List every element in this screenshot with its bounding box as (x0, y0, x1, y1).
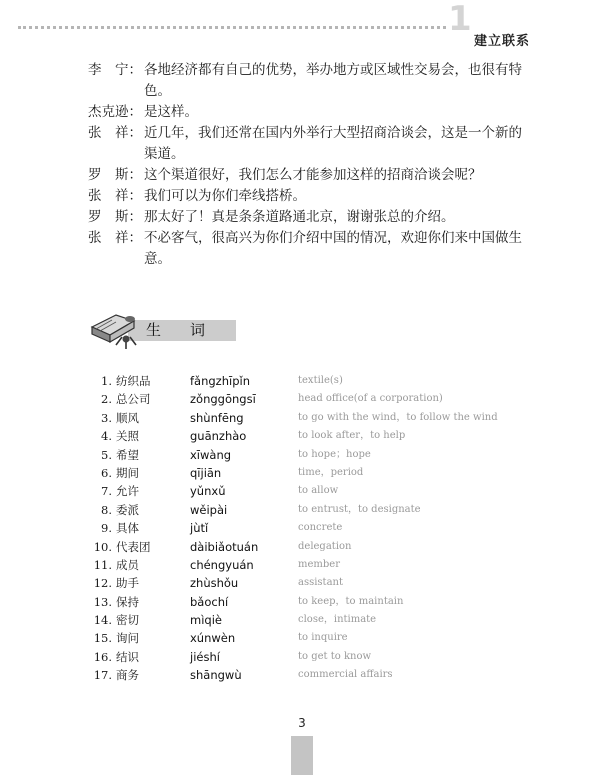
vocab-definition: to get to know (298, 650, 372, 662)
vocab-item (92, 482, 552, 500)
vocab-item (92, 629, 552, 647)
vocab-number: 7. (101, 484, 112, 499)
vocab-word: 密切 (116, 613, 139, 628)
vocab-word: 保持 (116, 594, 139, 609)
speaker: 张 祥： (88, 230, 142, 246)
vocab-definition: member (298, 558, 340, 570)
vocab-item (92, 446, 552, 464)
speech: 是这样。 (144, 104, 198, 120)
vocab-number: 14. (93, 613, 112, 628)
vocab-number: 3. (101, 410, 112, 425)
vocab-word: 总公司 (116, 392, 151, 407)
speech: 各地经济都有自己的优势，举办地方或区域性交易会，也很有特色。 (144, 62, 522, 99)
vocab-item (92, 501, 552, 519)
vocab-definition: to look after，to help (298, 430, 406, 442)
dialogue-line (88, 60, 528, 102)
vocab-title: 生 词 (146, 321, 213, 339)
vocab-word: 成员 (116, 557, 139, 572)
vocab-definition: to keep，to maintain (298, 595, 404, 607)
vocab-definition: time，period (298, 466, 364, 478)
vocab-item (92, 464, 552, 482)
vocab-pinyin: wěipài (190, 502, 228, 517)
speaker: 罗 斯： (88, 167, 142, 183)
speaker: 张 祥： (88, 125, 142, 141)
vocab-definition: to go with the wind，to follow the wind (298, 411, 498, 423)
vocab-number: 2. (101, 392, 112, 407)
vocab-number: 16. (93, 649, 112, 664)
vocab-pinyin: chéngyuán (190, 557, 254, 572)
vocab-number: 6. (101, 465, 112, 480)
vocab-list (92, 372, 552, 685)
vocab-pinyin: xīwàng (190, 447, 232, 462)
vocab-number: 5. (101, 447, 112, 462)
vocab-word: 纺织品 (116, 374, 151, 388)
vocab-number: 15. (93, 631, 112, 646)
vocab-item (92, 611, 552, 629)
vocab-definition: close，intimate (298, 614, 377, 626)
vocab-pinyin: mìqiè (190, 613, 222, 628)
speaker: 杰克逊： (88, 104, 142, 120)
vocab-word: 期间 (116, 465, 139, 480)
dialogue-line (88, 207, 528, 228)
vocab-pinyin: yǔnxǔ (190, 484, 226, 499)
page-number: 3 (298, 716, 306, 730)
chapter-number: 1 (448, 0, 472, 39)
vocab-item (92, 593, 552, 611)
vocab-pinyin: fǎngzhīpǐn (190, 374, 250, 388)
dialogue-line (88, 165, 528, 186)
speech: 近几年，我们还常在国内外举行大型招商洽谈会，这是一个新的渠道。 (144, 125, 522, 162)
vocab-item (92, 648, 552, 666)
speech: 我们可以为你们牵线搭桥。 (144, 188, 306, 204)
vocab-word: 助手 (116, 576, 139, 591)
vocab-pinyin: guānzhào (190, 429, 247, 444)
dialogue-line (88, 228, 528, 270)
vocab-word: 委派 (116, 502, 139, 517)
vocab-pinyin: zhùshǒu (190, 576, 239, 591)
dialogue-line (88, 102, 528, 123)
vocab-number: 9. (101, 521, 112, 536)
vocab-definition: delegation (298, 540, 352, 552)
vocab-item (92, 372, 552, 390)
vocab-pinyin: xúnwèn (190, 631, 236, 646)
vocab-item (92, 574, 552, 592)
speaker: 张 祥： (88, 188, 142, 204)
vocab-number: 8. (101, 502, 112, 517)
vocab-pinyin: jiéshí (190, 649, 220, 664)
vocab-item (92, 556, 552, 574)
vocab-number: 17. (93, 668, 112, 683)
vocab-number: 12. (93, 576, 112, 591)
page-footer-tab (291, 736, 313, 775)
vocab-definition: assistant (298, 577, 343, 589)
dialogue (88, 60, 528, 270)
vocab-definition: head office(of a corporation) (298, 393, 443, 405)
vocab-number: 13. (93, 594, 112, 609)
vocab-word: 结识 (116, 649, 139, 664)
vocab-item (92, 409, 552, 427)
vocab-pinyin: shùnfēng (190, 410, 244, 425)
vocab-pinyin: jùtǐ (190, 521, 209, 536)
vocab-pinyin: dàibiǎotuán (190, 539, 259, 554)
vocab-definition: commercial affairs (298, 669, 393, 681)
vocab-item (92, 427, 552, 445)
dialogue-line (88, 123, 528, 165)
vocab-definition: to inquire (298, 632, 348, 644)
vocab-number: 11. (93, 557, 112, 572)
vocab-word: 具体 (116, 521, 139, 536)
vocab-pinyin: bǎochí (190, 594, 229, 609)
vocab-word: 商务 (116, 668, 139, 683)
speech: 不必客气，很高兴为你们介绍中国的情况，欢迎你们来中国做生意。 (144, 230, 522, 267)
vocab-word: 希望 (116, 447, 139, 462)
vocab-definition: to allow (298, 485, 339, 497)
speech: 这个渠道很好，我们怎么才能参加这样的招商洽谈会呢？ (144, 167, 482, 183)
vocab-definition: to entrust，to designate (298, 503, 421, 515)
vocab-item (92, 390, 552, 408)
vocab-pinyin: zǒnggōngsī (190, 392, 256, 407)
vocab-word: 允许 (116, 484, 139, 499)
vocab-word: 代表团 (116, 539, 151, 554)
vocab-definition: textile(s) (298, 375, 343, 386)
vocab-definition: to hope；hope (298, 448, 371, 460)
vocab-pinyin: qījiān (190, 465, 222, 480)
vocab-definition: concrete (298, 522, 343, 534)
vocab-number: 10. (93, 539, 112, 554)
vocab-item (92, 666, 552, 684)
speaker: 罗 斯： (88, 209, 142, 225)
vocab-number: 4. (101, 429, 112, 444)
vocab-section-header (86, 307, 236, 351)
chapter-title: 建立联系 (474, 34, 531, 49)
vocab-number: 1. (101, 374, 112, 388)
vocab-book-icon (86, 307, 146, 351)
header-dotted-rule (18, 26, 446, 29)
speaker: 李 宁： (88, 62, 142, 78)
vocab-word: 询问 (116, 631, 139, 646)
vocab-pinyin: shāngwù (190, 668, 242, 683)
dialogue-line (88, 186, 528, 207)
speech: 那太好了！真是条条道路通北京，谢谢张总的介绍。 (144, 209, 455, 225)
vocab-word: 关照 (116, 429, 139, 444)
vocab-word: 顺风 (116, 410, 139, 425)
vocab-item (92, 519, 552, 537)
vocab-item (92, 538, 552, 556)
